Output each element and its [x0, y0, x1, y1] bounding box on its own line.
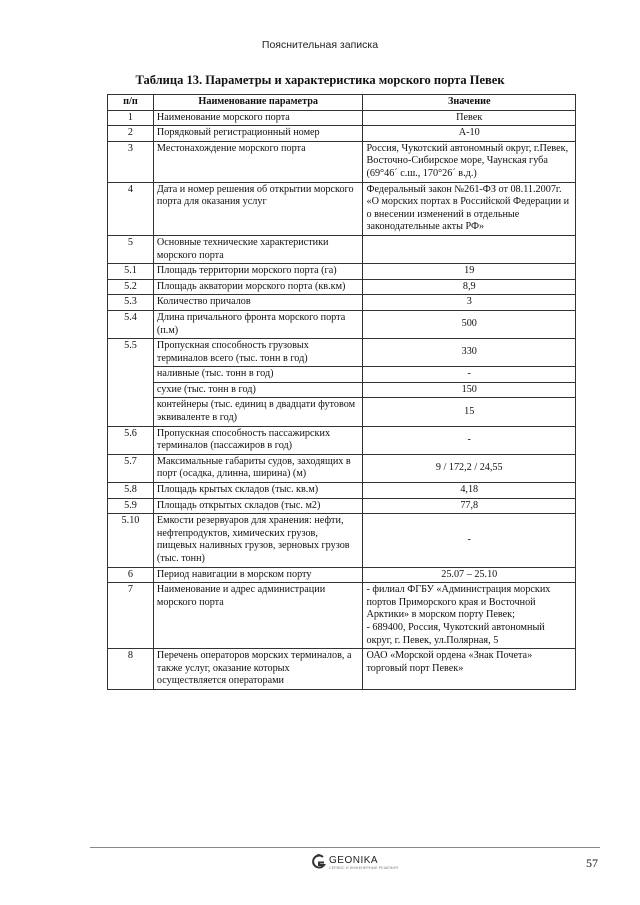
row-name: Основные технические характеристики морского порта	[153, 235, 363, 263]
header-num: п/п	[108, 95, 154, 111]
row-name: Наименование морского порта	[153, 110, 363, 126]
row-value: 77,8	[363, 498, 576, 514]
logo-name: GEONIKA	[329, 854, 379, 866]
row-value	[363, 583, 576, 649]
logo-subtitle: СЕРВИС И ИНЖЕНЕРНЫЕ РЕШЕНИЯ	[329, 865, 398, 870]
row-name: Наименование и адрес администрации морского порта	[153, 583, 363, 649]
row-name: Площадь территории морского порта (га)	[153, 264, 363, 280]
footer-divider	[90, 847, 600, 848]
page-header: Пояснительная записка	[261, 39, 379, 51]
header-value: Значение	[363, 95, 576, 111]
row-value: 19	[363, 264, 576, 280]
table-row	[108, 649, 576, 690]
admin-branch-text: - филиал ФГБУ «Администрация морских портов Приморского края и Восточной Арктики» в морском порту Певек;	[366, 584, 551, 621]
table-row	[108, 382, 576, 398]
row-value: 9 / 172,2 / 24,55	[363, 454, 576, 482]
row-num: 5.10	[108, 514, 154, 567]
row-value: 150	[363, 382, 576, 398]
row-name: Длина причального фронта морского порта (п.м)	[153, 310, 363, 338]
row-num: 2	[108, 126, 154, 142]
admin-address-text: - 689400, Россия, Чукотский автономный округ, г. Певек, ул.Полярная, 5	[366, 621, 545, 646]
table-row	[108, 264, 576, 280]
table-row	[108, 126, 576, 142]
row-num: 5.4	[108, 310, 154, 338]
table-row	[108, 279, 576, 295]
row-name: Площадь акватории морского порта (кв.км)	[153, 279, 363, 295]
row-num: 5.9	[108, 498, 154, 514]
row-value: 3	[363, 295, 576, 311]
row-value: 8,9	[363, 279, 576, 295]
row-num: 5	[108, 235, 154, 263]
row-name: наливные (тыс. тонн в год)	[153, 367, 363, 383]
row-name: Пропускная способность грузовых терминалов всего (тыс. тонн в год)	[153, 339, 363, 367]
company-logo	[312, 854, 398, 870]
row-name: Максимальные габариты судов, заходящих в порт (осадка, длинна, ширина) (м)	[153, 454, 363, 482]
row-num: 3	[108, 141, 154, 182]
page-number: 57	[586, 856, 598, 870]
row-value: ОАО «Морской ордена «Знак Почета» торговый порт Певек»	[363, 649, 576, 690]
table-row	[108, 583, 576, 649]
table-header-row	[108, 95, 576, 111]
row-value: 25.07 – 25.10	[363, 567, 576, 583]
row-name: Перечень операторов морских терминалов, а также услуг, оказание которых осуществляется операторами	[153, 649, 363, 690]
row-value: Федеральный закон №261-ФЗ от 08.11.2007г. «О морских портах в Российской Федерации и о внесении изменений в отдельные законодательные акты РФ»	[363, 182, 576, 235]
row-name: Площадь крытых складов (тыс. кв.м)	[153, 483, 363, 499]
table-row	[108, 110, 576, 126]
row-num: 5.8	[108, 483, 154, 499]
row-num: 5.1	[108, 264, 154, 280]
row-value: 500	[363, 310, 576, 338]
table-row	[108, 141, 576, 182]
row-value	[363, 235, 576, 263]
row-value: Россия, Чукотский автономный округ, г.Певек, Восточно-Сибирское море, Чаунская губа (69°46´ с.ш., 170°26´ в.д.)	[363, 141, 576, 182]
row-name: сухие (тыс. тонн в год)	[153, 382, 363, 398]
row-num: 5.6	[108, 426, 154, 454]
table-row	[108, 426, 576, 454]
row-name: Дата и номер решения об открытии морского порта для оказания услуг	[153, 182, 363, 235]
row-num: 4	[108, 182, 154, 235]
table-row	[108, 498, 576, 514]
geonika-logo-icon	[312, 854, 326, 870]
row-value: 15	[363, 398, 576, 426]
row-name: Пропускная способность пассажирских терминалов (пассажиров в год)	[153, 426, 363, 454]
table-row	[108, 398, 576, 426]
row-name: контейнеры (тыс. единиц в двадцати футовом эквиваленте в год)	[153, 398, 363, 426]
table-row	[108, 367, 576, 383]
row-num: 5.7	[108, 454, 154, 482]
row-num: 8	[108, 649, 154, 690]
table-row	[108, 339, 576, 367]
row-name: Период навигации в морском порту	[153, 567, 363, 583]
row-num: 7	[108, 583, 154, 649]
row-num: 5.5	[108, 339, 154, 427]
row-value: -	[363, 426, 576, 454]
table-row	[108, 235, 576, 263]
table-row	[108, 514, 576, 567]
table-row	[108, 567, 576, 583]
table-row	[108, 454, 576, 482]
table-title: Таблица 13. Параметры и характеристика морского порта Певек	[135, 73, 505, 87]
table-row	[108, 310, 576, 338]
row-num: 6	[108, 567, 154, 583]
row-value: -	[363, 367, 576, 383]
row-name: Порядковый регистрационный номер	[153, 126, 363, 142]
row-num: 1	[108, 110, 154, 126]
row-value: Певек	[363, 110, 576, 126]
table-row	[108, 182, 576, 235]
header-name: Наименование параметра	[153, 95, 363, 111]
row-value: -	[363, 514, 576, 567]
port-parameters-table	[107, 94, 576, 690]
row-value: 4,18	[363, 483, 576, 499]
row-name: Местонахождение морского порта	[153, 141, 363, 182]
row-value: А-10	[363, 126, 576, 142]
row-value: 330	[363, 339, 576, 367]
table-row	[108, 483, 576, 499]
row-name: Количество причалов	[153, 295, 363, 311]
row-name: Площадь открытых складов (тыс. м2)	[153, 498, 363, 514]
row-num: 5.2	[108, 279, 154, 295]
row-name: Емкости резервуаров для хранения: нефти, нефтепродуктов, химических грузов, пищевых наливных грузов, зерновых грузов (тыс. тонн)	[153, 514, 363, 567]
row-num: 5.3	[108, 295, 154, 311]
table-row	[108, 295, 576, 311]
